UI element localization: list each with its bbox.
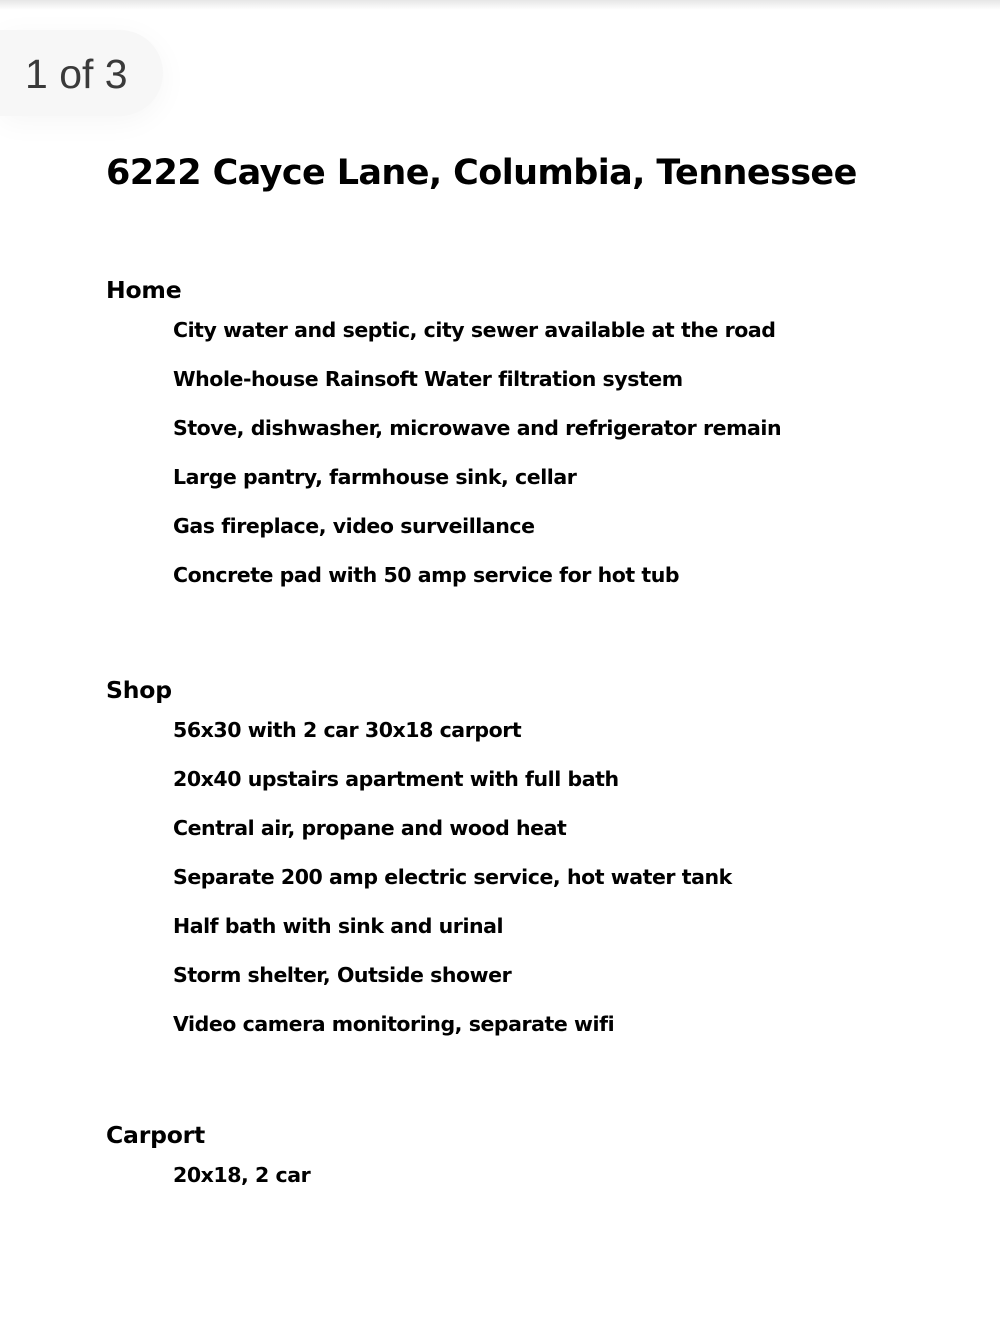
section-heading-shop: Shop <box>106 676 172 704</box>
list-item: 20x40 upstairs apartment with full bath <box>173 767 619 791</box>
section-home <box>106 274 966 600</box>
list-item: Separate 200 amp electric service, hot water tank <box>173 865 732 889</box>
viewer-top-edge <box>0 0 1000 10</box>
document-title: 6222 Cayce Lane, Columbia, Tennessee <box>106 153 857 193</box>
home-feature-list <box>106 306 966 600</box>
list-item: Storm shelter, Outside shower <box>173 963 512 987</box>
list-item: 20x18, 2 car <box>173 1163 311 1187</box>
section-heading-carport: Carport <box>106 1121 206 1149</box>
list-item: Gas fireplace, video surveillance <box>173 514 535 538</box>
page-indicator: 1 of 3 <box>25 51 128 97</box>
list-item: City water and septic, city sewer available at the road <box>173 318 776 342</box>
list-item: 56x30 with 2 car 30x18 carport <box>173 718 522 742</box>
list-item: Video camera monitoring, separate wifi <box>173 1012 615 1036</box>
section-heading-home: Home <box>106 276 182 304</box>
section-shop <box>106 674 966 1049</box>
list-item: Stove, dishwasher, microwave and refrigerator remain <box>173 416 782 440</box>
shop-feature-list <box>106 706 966 1049</box>
list-item: Whole-house Rainsoft Water filtration system <box>173 367 683 391</box>
list-item: Concrete pad with 50 amp service for hot tub <box>173 563 680 587</box>
list-item: Half bath with sink and urinal <box>173 914 504 938</box>
list-item: Central air, propane and wood heat <box>173 816 567 840</box>
section-carport <box>106 1119 966 1200</box>
list-item: Large pantry, farmhouse sink, cellar <box>173 465 577 489</box>
carport-feature-list <box>106 1151 966 1200</box>
